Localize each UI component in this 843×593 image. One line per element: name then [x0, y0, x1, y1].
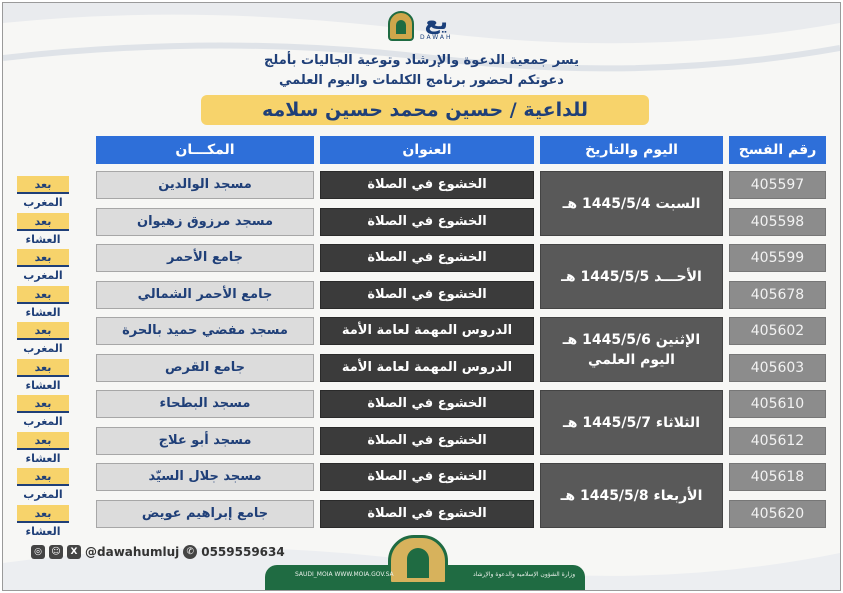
time-badge: بعد المغرب: [17, 322, 69, 340]
flyer: [2, 2, 841, 591]
time-badge: بعد المغرب: [17, 249, 69, 267]
day-date-cell: [540, 390, 723, 455]
mosque-emblem-bottom-icon: [388, 535, 448, 585]
day-date-text: الأربعاء 1445/5/8 هـ: [560, 487, 703, 504]
location-cell: جامع الأحمر الشمالي: [96, 281, 314, 309]
location-cell: جامع إبراهيم عويض: [96, 500, 314, 528]
social-bar: [31, 545, 285, 559]
lecture-title-cell: الخشوع في الصلاة: [320, 171, 534, 199]
location-cell: مسجد مفضي حميد بالحرة: [96, 317, 314, 345]
location-cell: جامع القرص: [96, 354, 314, 382]
lecture-title-cell: الدروس المهمة لعامة الأمة: [320, 317, 534, 345]
lecture-title-cell: الخشوع في الصلاة: [320, 244, 534, 272]
x-icon[interactable]: X: [67, 545, 81, 559]
day-date-text: الأحـــد 1445/5/5 هـ: [561, 268, 702, 285]
brand-mark: يع: [424, 9, 448, 35]
phone-number: 0559559634: [201, 545, 285, 559]
lecture-title-cell: الخشوع في الصلاة: [320, 390, 534, 418]
permit-number-cell: 405610: [729, 390, 826, 418]
header-date: اليوم والتاريخ: [540, 136, 723, 164]
speaker-banner: للداعية / حسين محمد حسين سلامه: [201, 95, 649, 125]
day-date-cell: [540, 317, 723, 382]
snapchat-icon[interactable]: ☺: [49, 545, 63, 559]
day-date-cell: [540, 171, 723, 236]
header-number: رقم الفسح: [729, 136, 826, 164]
location-cell: مسجد الوالدين: [96, 171, 314, 199]
permit-number-cell: 405602: [729, 317, 826, 345]
day-note-text: اليوم العلمي: [588, 351, 675, 368]
day-date-text: السبت 1445/5/4 هـ: [562, 195, 701, 212]
time-badge: بعد العشاء: [17, 359, 69, 377]
lecture-title-cell: الخشوع في الصلاة: [320, 281, 534, 309]
day-date-cell: [540, 244, 723, 309]
time-badge: بعد العشاء: [17, 505, 69, 523]
mosque-emblem-icon: [388, 11, 414, 41]
whatsapp-icon[interactable]: ✆: [183, 545, 197, 559]
location-cell: مسجد البطحاء: [96, 390, 314, 418]
ministry-arabic: وزارة الشؤون الإسلامية والدعوة والإرشاد: [473, 571, 576, 578]
permit-number-cell: 405598: [729, 208, 826, 236]
brand-logo: [388, 11, 453, 41]
lecture-title-cell: الخشوع في الصلاة: [320, 427, 534, 455]
location-cell: جامع الأحمر: [96, 244, 314, 272]
time-badge: بعد العشاء: [17, 286, 69, 304]
time-badge: بعد العشاء: [17, 432, 69, 450]
intro-line-2: دعوتكم لحضور برنامج الكلمات واليوم العلمي: [279, 73, 564, 88]
lecture-title-cell: الدروس المهمة لعامة الأمة: [320, 354, 534, 382]
ministry-english: SAUDI_MOIA WWW.MOIA.GOV.SA: [295, 571, 394, 578]
header-place: المكـــان: [96, 136, 314, 164]
time-badge: بعد المغرب: [17, 395, 69, 413]
permit-number-cell: 405597: [729, 171, 826, 199]
permit-number-cell: 405599: [729, 244, 826, 272]
permit-number-cell: 405612: [729, 427, 826, 455]
day-date-text: الإثنين 1445/5/6 هـ: [562, 331, 701, 348]
social-handle: @dawahumluj: [85, 545, 180, 559]
lecture-title-cell: الخشوع في الصلاة: [320, 463, 534, 491]
brand-subtitle: DAWAH: [420, 33, 453, 41]
permit-number-cell: 405678: [729, 281, 826, 309]
time-badge: بعد المغرب: [17, 176, 69, 194]
header-title: العنوان: [320, 136, 534, 164]
permit-number-cell: 405618: [729, 463, 826, 491]
day-date-cell: [540, 463, 723, 528]
permit-number-cell: 405603: [729, 354, 826, 382]
lecture-title-cell: الخشوع في الصلاة: [320, 500, 534, 528]
intro-line-1: يسر جمعية الدعوة والإرشاد وتوعية الجاليات بأملج: [264, 53, 579, 68]
time-badge: بعد العشاء: [17, 213, 69, 231]
location-cell: مسجد أبو علاج: [96, 427, 314, 455]
location-cell: مسجد مرزوق زهيوان: [96, 208, 314, 236]
lecture-title-cell: الخشوع في الصلاة: [320, 208, 534, 236]
instagram-icon[interactable]: ◎: [31, 545, 45, 559]
day-date-text: الثلاثاء 1445/5/7 هـ: [562, 414, 700, 431]
permit-number-cell: 405620: [729, 500, 826, 528]
time-badge: بعد المغرب: [17, 468, 69, 486]
location-cell: مسجد جلال السيّد: [96, 463, 314, 491]
